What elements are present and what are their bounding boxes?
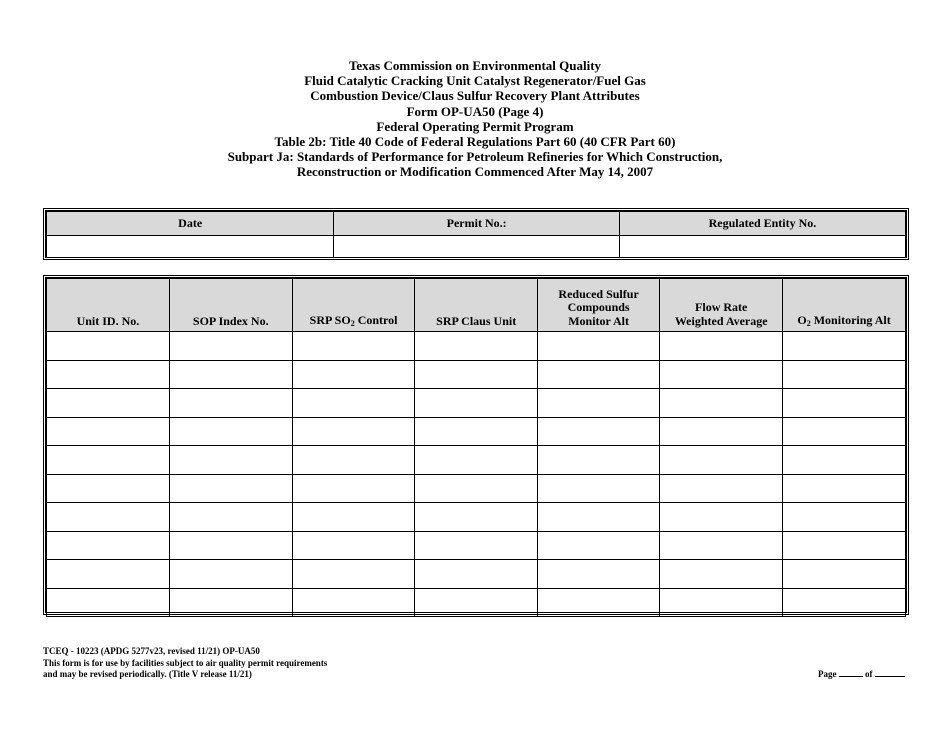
- o2-monitoring-cell[interactable]: [783, 531, 906, 560]
- sop-index-cell[interactable]: [169, 503, 292, 532]
- srp-claus-unit-cell[interactable]: [415, 389, 537, 418]
- o2-monitoring-cell[interactable]: [783, 332, 906, 361]
- title-line-program: Federal Operating Permit Program: [376, 118, 574, 134]
- footer-revision-note: and may be revised periodically. (Title V release 11/21): [43, 669, 252, 679]
- date-header: Date: [47, 212, 334, 236]
- srp-claus-unit-cell[interactable]: [415, 560, 537, 589]
- sop-index-cell[interactable]: [169, 531, 292, 560]
- sop-index-cell[interactable]: [169, 474, 292, 503]
- flow-rate-cell[interactable]: [660, 332, 783, 361]
- permit-info-table: [43, 208, 909, 260]
- o2-monitoring-cell[interactable]: [783, 588, 906, 617]
- title-line-commenced: Reconstruction or Modification Commenced After May 14, 2007: [296, 164, 654, 180]
- srp-claus-unit-cell[interactable]: [415, 360, 537, 389]
- flow-rate-cell[interactable]: [660, 389, 783, 418]
- sop-index-cell[interactable]: [169, 417, 292, 446]
- sop-index-cell[interactable]: [169, 588, 292, 617]
- o2-monitoring-cell[interactable]: [783, 503, 906, 532]
- table-row: [47, 332, 906, 361]
- reduced-sulfur-cell[interactable]: [537, 588, 659, 617]
- srp-so2-control-cell[interactable]: [292, 417, 415, 446]
- flow-rate-cell[interactable]: [660, 446, 783, 475]
- srp-claus-unit-header: SRP Claus Unit: [415, 279, 537, 332]
- page-total-field[interactable]: [875, 668, 905, 677]
- srp-claus-unit-cell[interactable]: [415, 417, 537, 446]
- title-line-form: Form OP-UA50 (Page 4): [406, 103, 544, 119]
- srp-so2-control-cell[interactable]: [292, 474, 415, 503]
- reduced-sulfur-cell[interactable]: [537, 446, 659, 475]
- table-row: [47, 588, 906, 617]
- sop-index-header: SOP Index No.: [169, 279, 292, 332]
- title-line-table: Table 2b: Title 40 Code of Federal Regulations Part 60 (40 CFR Part 60): [274, 134, 676, 150]
- table-row: [47, 474, 906, 503]
- o2-monitoring-cell[interactable]: [783, 446, 906, 475]
- table-row: [47, 446, 906, 475]
- flow-rate-header: Flow Rate Weighted Average: [660, 279, 783, 332]
- unit-id-cell[interactable]: [47, 560, 170, 589]
- unit-id-cell[interactable]: [47, 588, 170, 617]
- srp-so2-control-cell[interactable]: [292, 446, 415, 475]
- reduced-sulfur-header: Reduced Sulfur Compounds Monitor Alt: [537, 279, 659, 332]
- reduced-sulfur-cell[interactable]: [537, 560, 659, 589]
- srp-so2-control-cell[interactable]: [292, 360, 415, 389]
- data-rows: [47, 332, 906, 617]
- flow-rate-cell[interactable]: [660, 588, 783, 617]
- title-line-device: Combustion Device/Claus Sulfur Recovery Plant Attributes: [310, 88, 640, 104]
- srp-so2-control-cell[interactable]: [292, 503, 415, 532]
- srp-claus-unit-cell[interactable]: [415, 503, 537, 532]
- o2-monitoring-cell[interactable]: [783, 474, 906, 503]
- srp-claus-unit-cell[interactable]: [415, 588, 537, 617]
- table-row: [47, 389, 906, 418]
- o2-monitoring-cell[interactable]: [783, 360, 906, 389]
- srp-so2-control-cell[interactable]: [292, 560, 415, 589]
- reduced-sulfur-cell[interactable]: [537, 389, 659, 418]
- unit-id-cell[interactable]: [47, 389, 170, 418]
- flow-rate-cell[interactable]: [660, 360, 783, 389]
- flow-rate-cell[interactable]: [660, 503, 783, 532]
- form-title-block: [0, 58, 950, 180]
- srp-claus-unit-cell[interactable]: [415, 332, 537, 361]
- unit-id-cell[interactable]: [47, 446, 170, 475]
- flow-rate-cell[interactable]: [660, 417, 783, 446]
- reduced-sulfur-cell[interactable]: [537, 474, 659, 503]
- page-number-field[interactable]: [839, 668, 863, 677]
- srp-so2-control-cell[interactable]: [292, 531, 415, 560]
- title-line-subpart: Subpart Ja: Standards of Performance for Petroleum Refineries for Which Construction,: [227, 149, 723, 165]
- table-row: [47, 560, 906, 589]
- srp-claus-unit-cell[interactable]: [415, 446, 537, 475]
- flow-rate-cell[interactable]: [660, 560, 783, 589]
- sop-index-cell[interactable]: [169, 360, 292, 389]
- srp-so2-control-cell[interactable]: [292, 389, 415, 418]
- permit-no-header: Permit No.:: [334, 212, 620, 236]
- reduced-sulfur-cell[interactable]: [537, 360, 659, 389]
- reduced-sulfur-cell[interactable]: [537, 503, 659, 532]
- srp-claus-unit-cell[interactable]: [415, 531, 537, 560]
- srp-so2-control-cell[interactable]: [292, 332, 415, 361]
- o2-monitoring-cell[interactable]: [783, 389, 906, 418]
- of-label: of: [865, 669, 873, 679]
- date-field[interactable]: [47, 236, 334, 258]
- sop-index-cell[interactable]: [169, 560, 292, 589]
- o2-monitoring-cell[interactable]: [783, 417, 906, 446]
- sop-index-cell[interactable]: [169, 389, 292, 418]
- flow-rate-cell[interactable]: [660, 531, 783, 560]
- flow-rate-cell[interactable]: [660, 474, 783, 503]
- unit-id-cell[interactable]: [47, 360, 170, 389]
- table-row: [47, 531, 906, 560]
- unit-id-header: Unit ID. No.: [47, 279, 170, 332]
- title-line-agency: Texas Commission on Environmental Quality: [348, 58, 602, 73]
- page-label: Page: [818, 669, 837, 679]
- footer-form-id: TCEQ - 10223 (APDG 5277v23, revised 11/21) OP-UA50: [43, 646, 260, 656]
- permit-no-field[interactable]: [334, 236, 620, 258]
- unit-id-cell[interactable]: [47, 531, 170, 560]
- regulated-entity-field[interactable]: [619, 236, 905, 258]
- o2-monitoring-cell[interactable]: [783, 560, 906, 589]
- reduced-sulfur-cell[interactable]: [537, 531, 659, 560]
- o2-monitoring-header: $O_2$ Monitoring Alt: [783, 279, 906, 332]
- srp-so2-control-header: SRP $SO_2$ Control: [292, 279, 415, 332]
- unit-id-cell[interactable]: [47, 332, 170, 361]
- page-number: [818, 668, 905, 679]
- unit-attributes-table: [43, 275, 909, 615]
- srp-claus-unit-cell[interactable]: [415, 474, 537, 503]
- srp-so2-control-cell[interactable]: [292, 588, 415, 617]
- table-row: [47, 360, 906, 389]
- unit-id-cell[interactable]: [47, 417, 170, 446]
- sop-index-cell[interactable]: [169, 332, 292, 361]
- reduced-sulfur-cell[interactable]: [537, 417, 659, 446]
- sop-index-cell[interactable]: [169, 446, 292, 475]
- title-line-unit: Fluid Catalytic Cracking Unit Catalyst Regenerator/Fuel Gas: [304, 73, 646, 89]
- table-row: [47, 503, 906, 532]
- table-row: [47, 417, 906, 446]
- regulated-entity-header: Regulated Entity No.: [619, 212, 905, 236]
- unit-id-cell[interactable]: [47, 474, 170, 503]
- form-footer-notes: [43, 646, 327, 681]
- footer-usage-note: This form is for use by facilities subject to air quality permit requirements: [43, 657, 328, 668]
- reduced-sulfur-cell[interactable]: [537, 332, 659, 361]
- unit-id-cell[interactable]: [47, 503, 170, 532]
